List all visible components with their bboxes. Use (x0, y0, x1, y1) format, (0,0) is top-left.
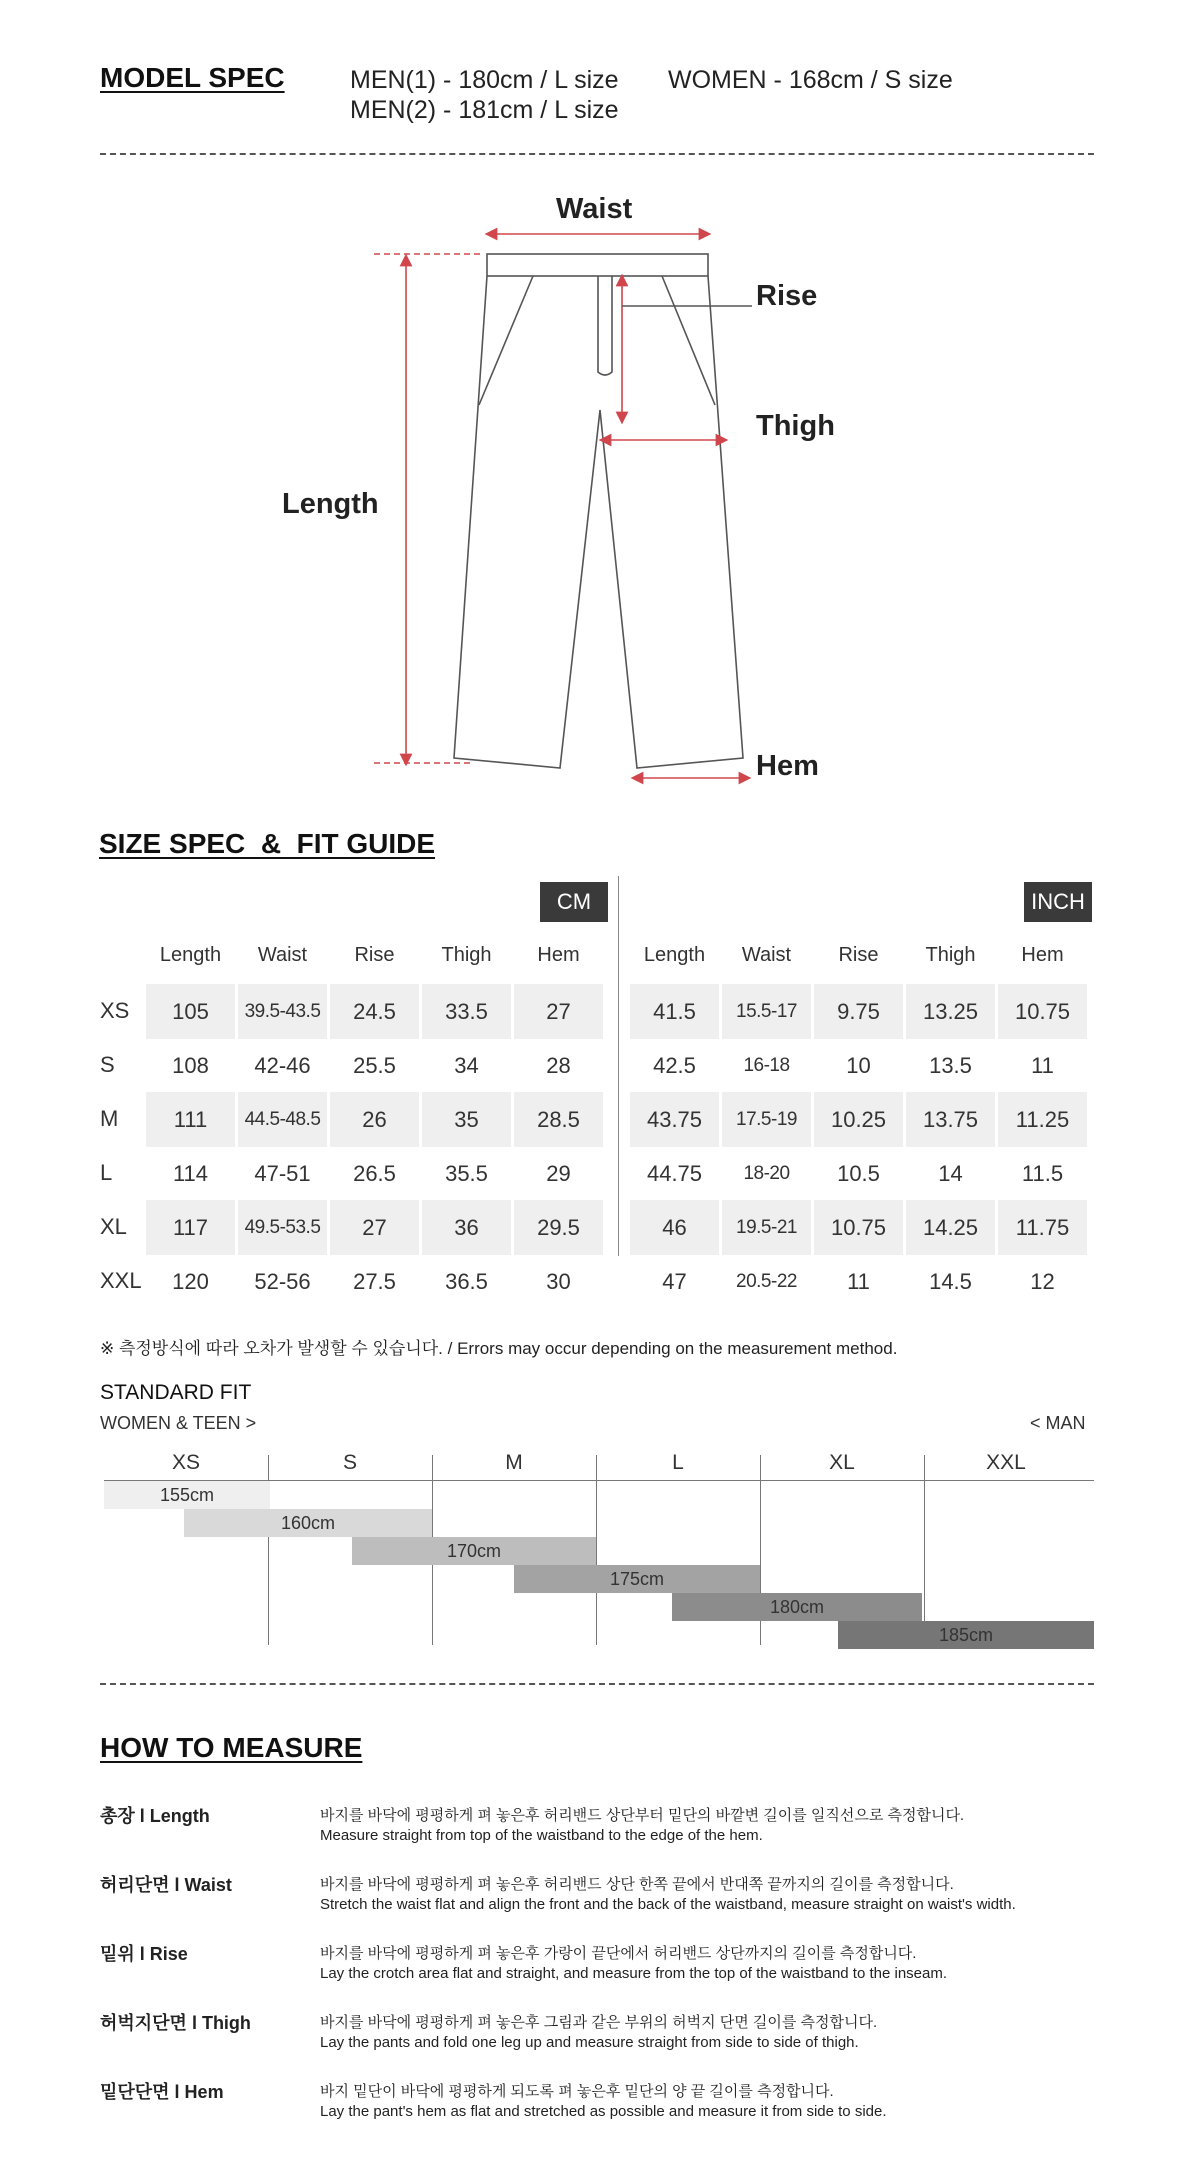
inch-header-length: Length (643, 944, 706, 966)
inch-cell: 14 (938, 1160, 963, 1186)
measure-desc-en: Lay the crotch area flat and straight, and measure from the top of the waistband to the inseam. (320, 1965, 948, 1982)
inch-cell: 10.75 (814, 1200, 903, 1255)
diagram-label-length: Length (282, 488, 379, 520)
inch-header-hem: Hem (1021, 944, 1064, 966)
measure-desc-en: Measure straight from top of the waistband to the edge of the hem. (320, 1827, 763, 1844)
cm-header-rise: Rise (354, 944, 395, 966)
diagram-label-hem: Hem (756, 750, 819, 782)
cm-cell: 24.5 (330, 984, 419, 1039)
fit-size-s: S (342, 1451, 357, 1474)
size-label-xl: XL (100, 1214, 127, 1239)
fit-bar-160cm: 160cm (184, 1509, 432, 1537)
inch-cell: 11.75 (998, 1200, 1087, 1255)
cm-cell: 30 (546, 1268, 571, 1294)
measure-label: 허리단면 l Waist (100, 1875, 232, 1895)
cm-cell: 33.5 (422, 984, 511, 1039)
model-spec-women: WOMEN - 168cm / S size (668, 66, 953, 94)
cm-cell: 36.5 (445, 1268, 488, 1294)
diagram-label-waist: Waist (556, 193, 633, 225)
cm-cell: 35.5 (445, 1160, 488, 1186)
inch-cell: 16-18 (743, 1054, 790, 1076)
fit-title: STANDARD FIT (100, 1381, 252, 1404)
measure-desc-en: Lay the pants and fold one leg up and measure straight from side to side of thigh. (320, 2034, 859, 2051)
cm-cell: 42-46 (254, 1052, 311, 1078)
cm-cell: 44.5-48.5 (238, 1092, 327, 1147)
inch-cell: 10.25 (814, 1092, 903, 1147)
measure-desc-ko: 바지를 바닥에 평평하게 펴 놓은후 가랑이 끝단에서 허리밴드 상단까지의 길이를 측정합니다. (320, 1945, 917, 1962)
cm-cell: 34 (454, 1052, 479, 1078)
inch-cell: 9.75 (814, 984, 903, 1039)
pants-diagram (0, 160, 1194, 800)
cm-cell: 108 (172, 1052, 209, 1078)
model-spec-title: MODEL SPEC (100, 62, 285, 93)
inch-cell: 13.75 (906, 1092, 995, 1147)
size-label-xs: XS (100, 998, 130, 1023)
pants-outline (454, 254, 743, 768)
fit-bar-155cm: 155cm (104, 1481, 270, 1509)
inch-cell: 15.5-17 (722, 984, 811, 1039)
fit-size-m: M (505, 1451, 523, 1474)
cm-cell: 27.5 (353, 1268, 396, 1294)
measure-desc-ko: 바지를 바닥에 평평하게 펴 놓은후 허리밴드 상단부터 밑단의 바깥변 길이를 일직선으로 측정합니다. (320, 1807, 965, 1824)
cm-cell: 28 (546, 1052, 571, 1078)
measure-desc-ko: 바지 밑단이 바닥에 평평하게 되도록 펴 놓은후 밑단의 양 끝 길이를 측정합니다. (320, 2083, 834, 2100)
inch-cell: 10.5 (837, 1160, 880, 1186)
inch-header-rise: Rise (838, 944, 879, 966)
measure-label: 총장 l Length (100, 1806, 210, 1826)
fit-right-label: < MAN (1030, 1413, 1086, 1433)
inch-badge: INCH (1024, 882, 1092, 922)
cm-cell: 26.5 (353, 1160, 396, 1186)
cm-cell: 117 (146, 1200, 235, 1255)
measure-label: 허벅지단면 l Thigh (100, 2013, 251, 2033)
how-to-measure-title: HOW TO MEASURE (100, 1732, 363, 1763)
inch-cell: 14.5 (929, 1268, 972, 1294)
inch-cell: 10 (846, 1052, 871, 1078)
cm-cell: 28.5 (514, 1092, 603, 1147)
size-label-m: M (100, 1106, 119, 1131)
size-label-s: S (100, 1052, 115, 1077)
inch-cell: 18-20 (743, 1162, 790, 1184)
cm-cell: 26 (330, 1092, 419, 1147)
divider-2 (100, 1683, 1094, 1685)
cm-cell: 29.5 (514, 1200, 603, 1255)
cm-cell: 36 (422, 1200, 511, 1255)
fit-bar-170cm: 170cm (352, 1537, 596, 1565)
fit-size-xs: XS (171, 1451, 200, 1474)
inch-cell: 11 (1031, 1052, 1054, 1078)
model-spec-men1: MEN(1) - 180cm / L size (350, 66, 619, 94)
inch-cell: 20.5-22 (736, 1270, 797, 1292)
fit-size-l: L (672, 1451, 684, 1474)
measure-desc-ko: 바지를 바닥에 평평하게 펴 놓은후 그림과 같은 부위의 허벅지 단면 길이를 측정합니다. (320, 2014, 878, 2031)
size-label-xxl: XXL (100, 1268, 142, 1293)
measure-desc-en: Lay the pant's hem as flat and stretched as possible and measure it from side to side. (320, 2103, 887, 2120)
cm-cell: 27 (514, 984, 603, 1039)
fit-bar-180cm: 180cm (672, 1593, 922, 1621)
measure-label: 밑단단면 l Hem (100, 2082, 224, 2102)
fit-left-label: WOMEN & TEEN > (100, 1413, 257, 1433)
cm-header-hem: Hem (537, 944, 580, 966)
fit-column-line (924, 1455, 925, 1645)
cm-badge: CM (540, 882, 608, 922)
inch-cell: 42.5 (653, 1052, 696, 1078)
inch-cell: 41.5 (630, 984, 719, 1039)
fit-bar-175cm: 175cm (514, 1565, 760, 1593)
size-spec-title: SIZE SPEC & FIT GUIDE (99, 828, 436, 859)
measure-lines (374, 234, 745, 778)
cm-cell: 120 (172, 1268, 209, 1294)
cm-cell: 52-56 (254, 1268, 311, 1294)
cm-cell: 29 (546, 1160, 571, 1186)
inch-cell: 44.75 (646, 1160, 703, 1186)
inch-cell: 17.5-19 (722, 1092, 811, 1147)
diagram-label-rise: Rise (756, 280, 818, 312)
inch-cell: 11.5 (1021, 1160, 1064, 1186)
inch-cell: 43.75 (630, 1092, 719, 1147)
inch-cell: 12 (1030, 1268, 1055, 1294)
cm-header-length: Length (159, 944, 222, 966)
inch-cell: 13.5 (929, 1052, 972, 1078)
inch-header-waist: Waist (741, 944, 792, 966)
inch-cell: 46 (630, 1200, 719, 1255)
inch-header-thigh: Thigh (925, 944, 976, 966)
fit-size-xxl: XXL (986, 1451, 1026, 1474)
inch-cell: 14.25 (906, 1200, 995, 1255)
table-separator (618, 876, 619, 1256)
measure-desc-ko: 바지를 바닥에 평평하게 펴 놓은후 허리밴드 상단 한쪽 끝에서 반대쪽 끝까지의 길이를 측정합니다. (320, 1876, 954, 1893)
fit-size-xl: XL (829, 1451, 855, 1474)
cm-cell: 49.5-53.5 (238, 1200, 327, 1255)
cm-header-waist: Waist (257, 944, 308, 966)
inch-cell: 11 (847, 1268, 870, 1294)
diagram-label-thigh: Thigh (756, 410, 835, 442)
measure-label: 밑위 l Rise (100, 1944, 188, 1964)
cm-header-thigh: Thigh (441, 944, 492, 966)
cm-cell: 105 (146, 984, 235, 1039)
inch-cell: 19.5-21 (722, 1200, 811, 1255)
cm-cell: 27 (330, 1200, 419, 1255)
cm-cell: 35 (422, 1092, 511, 1147)
measure-desc-en: Stretch the waist flat and align the front and the back of the waistband, measure straight on waist's width. (320, 1896, 1016, 1913)
model-spec-men2: MEN(2) - 181cm / L size (350, 96, 619, 124)
cm-cell: 47-51 (254, 1160, 311, 1186)
cm-cell: 25.5 (353, 1052, 396, 1078)
cm-cell: 114 (172, 1160, 209, 1186)
cm-cell: 39.5-43.5 (238, 984, 327, 1039)
cm-cell: 111 (146, 1092, 235, 1147)
fit-column-line (596, 1455, 597, 1645)
inch-cell: 47 (662, 1268, 687, 1294)
fit-bar-185cm: 185cm (838, 1621, 1094, 1649)
divider-1 (100, 153, 1094, 155)
inch-cell: 13.25 (906, 984, 995, 1039)
inch-cell: 11.25 (998, 1092, 1087, 1147)
size-label-l: L (100, 1160, 113, 1185)
inch-cell: 10.75 (998, 984, 1087, 1039)
measurement-note: ※ 측정방식에 따라 오차가 발생할 수 있습니다. / Errors may occur depending on the measurement method. (100, 1339, 898, 1358)
